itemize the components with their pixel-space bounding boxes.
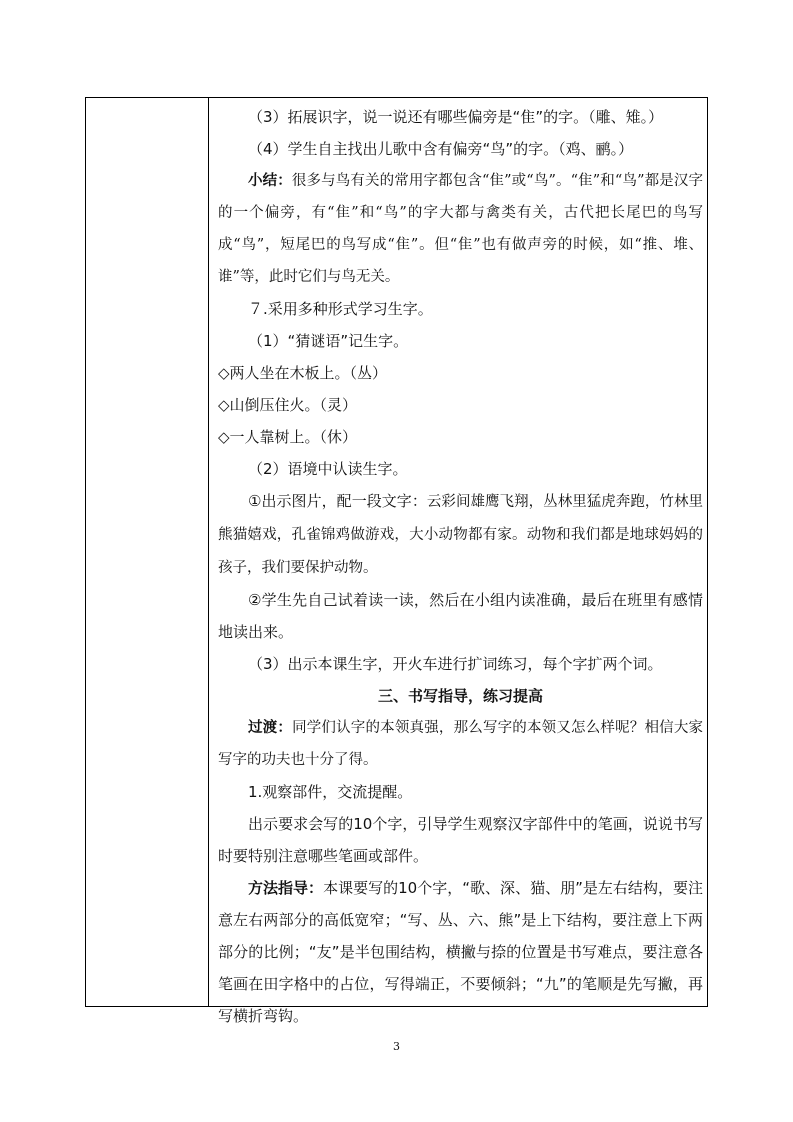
show-picture-marker: ①出示图片，配一段文字：	[248, 492, 427, 510]
riddle-item: ◇两人坐在木板上。（丛）	[218, 364, 388, 382]
paragraph-transition	[218, 712, 703, 776]
riddle-item: ◇一人靠树上。（休）	[218, 428, 358, 446]
paragraph-context-reading: （2）语境中认读生字。	[248, 460, 408, 478]
paragraph-find-bird-radical: （4）学生自主找出儿歌中含有偏旁“鸟”的字。（鸡、鹂。）	[248, 140, 634, 158]
lesson-plan-table	[85, 97, 708, 1025]
summary-text: 很多与鸟有关的常用字都包含“隹”或“鸟”。“隹”和“鸟”都是汉字的一个偏旁，有“隹”和“鸟”的字大都与禽类有关，古代把长尾巴的鸟写成“鸟”，短尾巴的鸟写成“隹”。但“隹”也有做声旁的时候，如“推、堆、谁”等，此时它们与鸟无关。	[218, 173, 703, 285]
paragraph-summary	[218, 165, 703, 293]
section-heading: 三、书写指导，练习提高	[377, 687, 543, 705]
transition-text: 同学们认字的本领真强，那么写字的本领又怎么样呢？相信大家写字的功夫也十分了得。	[218, 720, 704, 768]
paragraph-step-7: ７.采用多种形式学习生字。	[248, 300, 433, 318]
transition-label: 过渡：	[248, 719, 293, 736]
paragraph-word-extension: （3）出示本课生字，开火车进行扩词练习，每个字扩两个词。	[248, 655, 663, 673]
paragraph-riddle-intro: （1）“猜谜语”记生字。	[248, 332, 409, 350]
paragraph-extend-radicals: （3）拓展识字，说一说还有哪些偏旁是“隹”的字。（雕、雉。）	[248, 108, 664, 126]
method-label: 方法指导：	[248, 879, 324, 897]
summary-label: 小结：	[248, 172, 292, 189]
paragraph-read-aloud: ②学生先自己试着读一读，然后在小组内读准确，最后在班里有感情地读出来。	[218, 591, 703, 641]
riddle-item: ◇山倒压住火。（灵）	[218, 396, 358, 414]
left-column-cell	[86, 98, 209, 1006]
page-number: 3	[393, 1040, 400, 1053]
show-picture-text: 云彩间雄鹰飞翔，丛林里猛虎奔跑，竹林里熊猫嬉戏，孔雀锦鸡做游戏，大小动物都有家。动物和我们都是地球妈妈的孩子，我们要保护动物。	[218, 494, 704, 576]
method-text: 本课要写的10个字，“歌、深、猫、朋”是左右结构，要注意左右两部分的高低宽窄；“写、丛、六、熊”是上下结构，要注意上下两部分的比例；“友”是半包围结构，横撇与捺的位置是书写难点，要注意各笔画在田字格中的占位，写得端正，不要倾斜；“九”的笔顺是先写撇，再写横折弯钩。	[218, 879, 703, 1025]
content-cell	[209, 98, 707, 1025]
paragraph-writing-requirements: 出示要求会写的10个字，引导学生观察汉字部件中的笔画，说说书写时要特别注意哪些笔画或部件。	[218, 815, 703, 865]
paragraph-show-picture	[218, 485, 703, 584]
paragraph-method-guide	[218, 872, 703, 1032]
paragraph-observe-parts: 1.观察部件，交流提醒。	[248, 783, 413, 801]
